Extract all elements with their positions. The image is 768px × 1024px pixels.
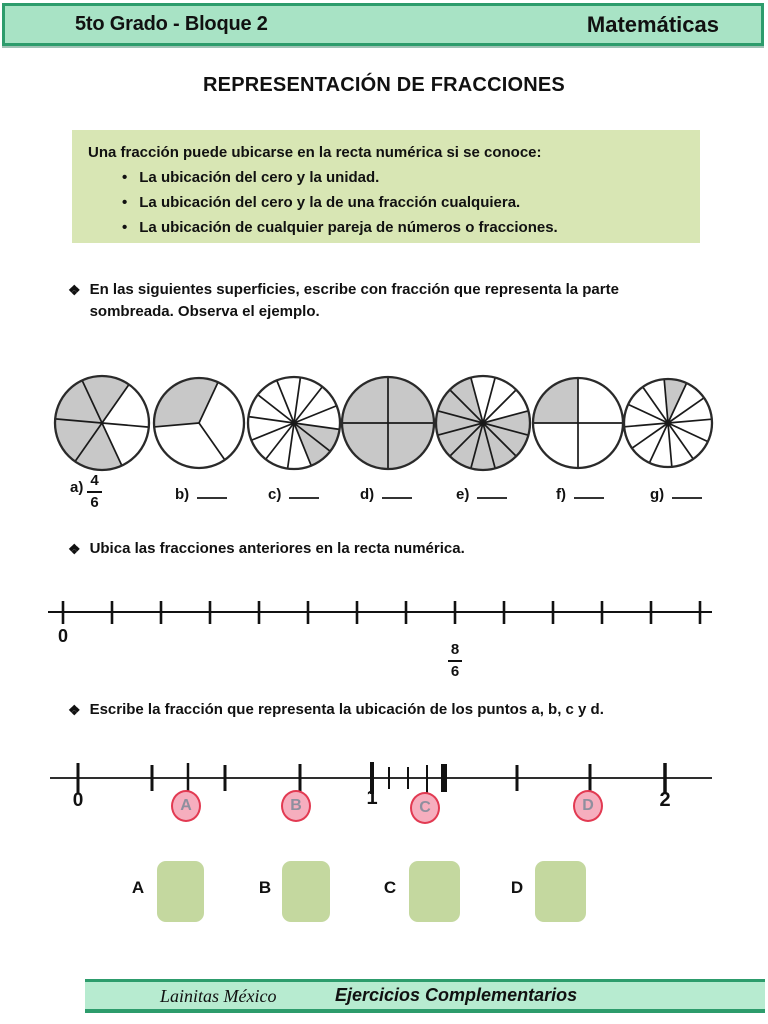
pie-label-letter: d) (360, 486, 375, 503)
pie-chart-e (436, 376, 530, 470)
number-line-1-fraction-label (443, 641, 467, 680)
info-box-bullet: • La ubicación del cero y la de una fracción cualquiera. (122, 190, 686, 215)
info-box-bullet: • La ubicación de cualquier pareja de números o fracciones. (122, 215, 686, 240)
pie-label-letter: g) (650, 486, 665, 503)
number-line-2-label-2: 2 (659, 789, 671, 811)
answer-blank (382, 486, 412, 499)
task2-instruction-text: Ubica las fracciones anteriores en la recta numérica. (89, 540, 465, 557)
info-box-intro: Una fracción puede ubicarse en la recta numérica si se conoce: (88, 144, 542, 161)
point-marker-c: C (410, 792, 440, 824)
task2-instruction (68, 538, 465, 560)
example-fraction: $\frac{4}{6}$ (87, 473, 101, 511)
answer-blank (477, 486, 507, 499)
pie-label-e (456, 486, 507, 503)
number-line-2-label-1: 1 (366, 787, 378, 809)
pie-label-b (175, 486, 227, 503)
pie-label-letter: f) (556, 486, 566, 503)
pie-chart-f (533, 378, 623, 468)
answer-blank (574, 486, 604, 499)
pie-label-f (556, 486, 604, 503)
task1-instruction (68, 279, 690, 323)
number-line-1-zero-label: 0 (57, 626, 68, 646)
answer-letter-d: D (510, 878, 524, 897)
answer-letter-b: B (258, 878, 272, 897)
pie-chart-b (154, 378, 244, 468)
answer-box-b (282, 861, 330, 922)
page-title: REPRESENTACIÓN DE FRACCIONES (203, 74, 565, 96)
point-marker-d: D (573, 790, 603, 822)
header-bar (2, 3, 764, 46)
answer-letter-a: A (131, 878, 145, 897)
task3-instruction-text: Escribe la fracción que representa la ubicación de los puntos a, b, c y d. (89, 701, 604, 718)
pie-label-a (70, 472, 102, 511)
fraction-numerator: 8 (448, 642, 462, 662)
answer-blank (289, 486, 319, 499)
answer-blank (197, 486, 227, 499)
task3-instruction (68, 699, 604, 721)
pie-label-letter: e) (456, 486, 470, 503)
answer-blank (672, 486, 702, 499)
pie-chart-a (55, 376, 149, 470)
number-line-2-label-0: 0 (72, 790, 84, 811)
fraction-pie-charts (0, 368, 768, 480)
info-box-bullet: • La ubicación del cero y la unidad. (122, 165, 686, 190)
diamond-bullet-icon: ❖ (68, 702, 81, 718)
answer-box-a (157, 861, 204, 922)
point-marker-b: B (281, 790, 311, 822)
task1-instruction-text: En las siguientes superficies, escribe con fracción que representa la parte sombreada. Observa el ejemplo. (89, 281, 619, 320)
footer-collection: Ejercicios Complementarios (335, 985, 578, 1005)
footer-brand: Lainitas México (160, 986, 277, 1006)
diamond-bullet-icon: ❖ (68, 541, 81, 557)
answer-box-d (535, 861, 586, 922)
pie-label-letter: a) (70, 479, 84, 496)
pie-chart-g (624, 379, 712, 467)
point-marker-a: A (171, 790, 201, 822)
info-box-bullet-list (122, 165, 686, 240)
pie-label-c (268, 486, 319, 503)
footer-bar (85, 979, 765, 1013)
header-subject: Matemáticas (586, 11, 719, 37)
fraction-denominator: 6 (450, 662, 460, 680)
pie-label-g (650, 486, 702, 503)
answer-box-c (409, 861, 460, 922)
header-course: 5to Grado - Bloque 2 (75, 13, 268, 35)
pie-label-letter: c) (268, 486, 282, 503)
pie-label-d (360, 486, 412, 503)
answer-letter-c: C (383, 878, 397, 897)
pie-chart-c (248, 377, 340, 469)
diamond-bullet-icon: ❖ (68, 282, 81, 298)
pie-label-letter: b) (175, 486, 190, 503)
number-line-1 (0, 595, 768, 635)
info-box (72, 130, 700, 243)
pie-chart-d (342, 377, 434, 469)
